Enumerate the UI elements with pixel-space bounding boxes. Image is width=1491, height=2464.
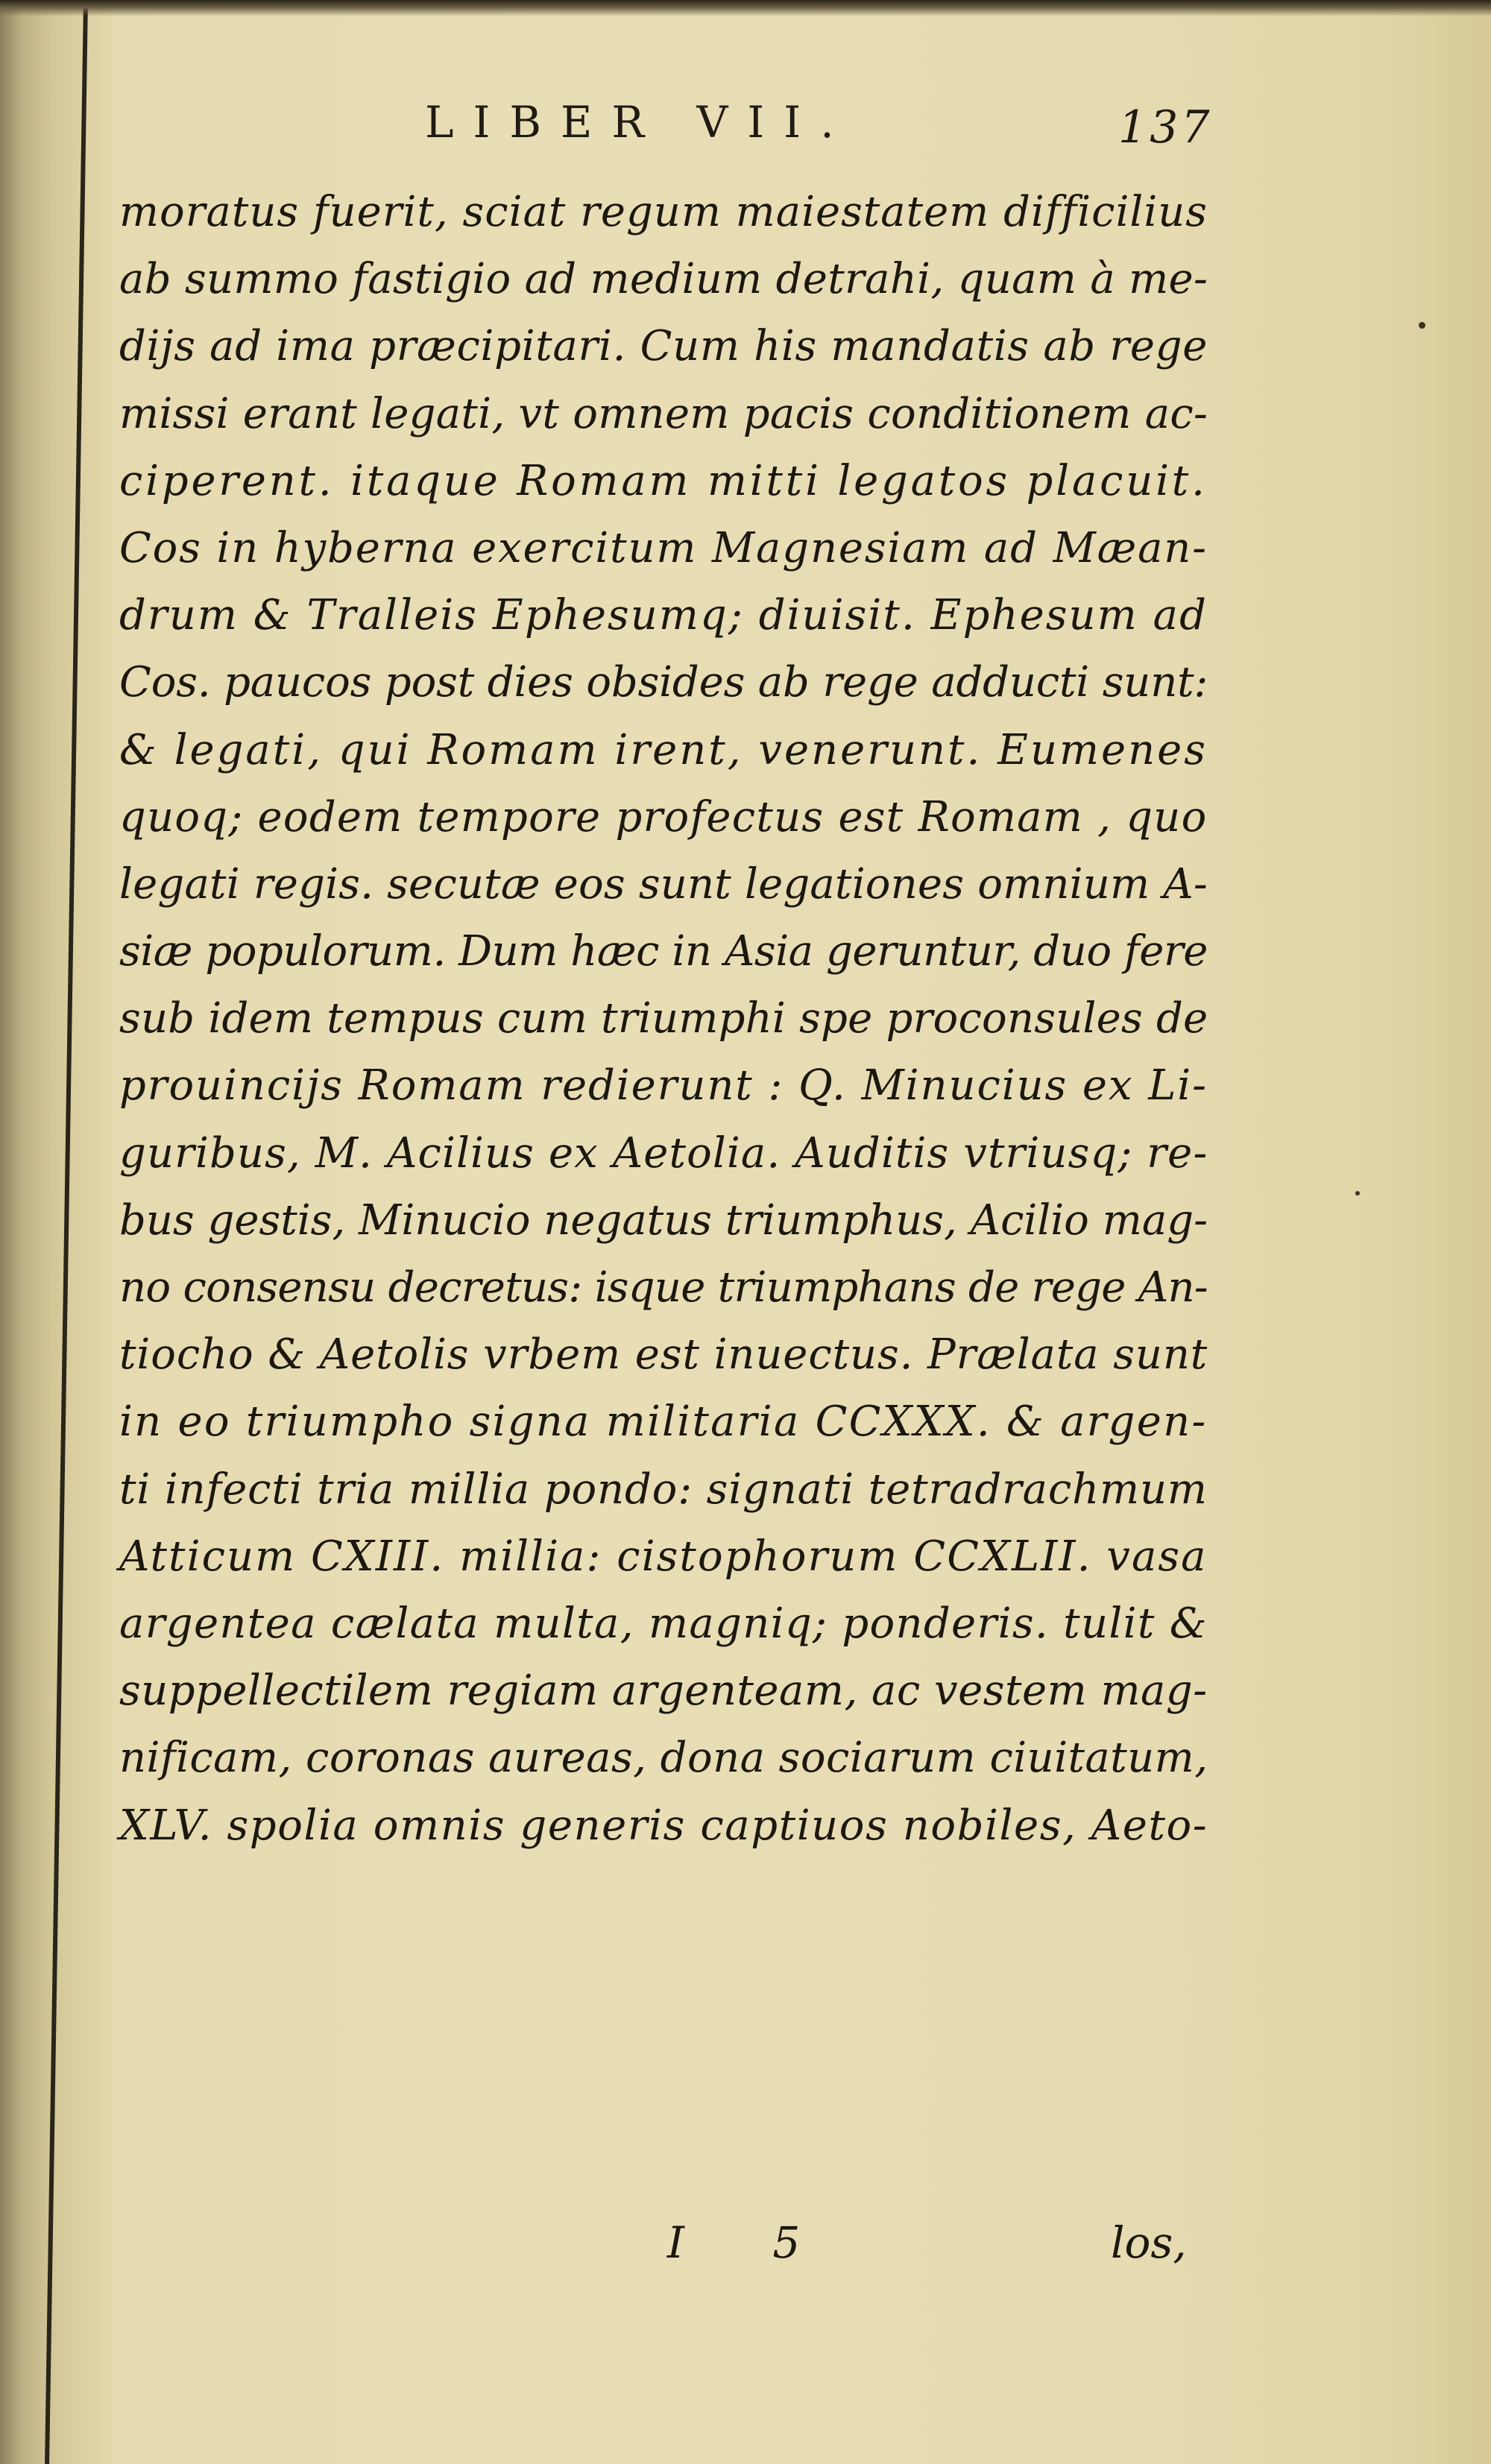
text-line: Cos in hyberna exercitum Magnesiam ad Mæan- <box>119 523 1208 572</box>
text-line: drum & Tralleis Ephesumq; diuisit. Ephesum ad <box>119 591 1208 640</box>
page-number: 137 <box>1118 101 1213 154</box>
text-line: in eo triumpho signa militaria CCXXX. & argen- <box>119 1397 1208 1447</box>
text-line: ab summo fastigio ad medium detrahi, quam à me- <box>119 255 1208 304</box>
text-line: prouincijs Romam redierunt : Q. Minucius ex Li- <box>119 1061 1208 1111</box>
text-line: siæ populorum. Dum hæc in Asia geruntur, duo fere <box>119 927 1208 976</box>
running-head: LIBER VII. <box>425 97 854 148</box>
text-line: Atticum CXIII. millia: cistophorum CCXLII. vasa <box>119 1532 1208 1581</box>
text-line: sub idem tempus cum triumphi spe proconsules de <box>119 994 1208 1043</box>
text-line: suppellectilem regiam argenteam, ac vestem mag- <box>119 1667 1208 1716</box>
text-line: nificam, coronas aureas, dona sociarum ciuitatum, <box>119 1734 1208 1783</box>
text-line: no consensu decretus: isque triumphans de rege An- <box>119 1263 1208 1312</box>
text-line: ciperent. itaque Romam mitti legatos placuit. <box>119 456 1208 505</box>
signature-mark: I 5 <box>667 2217 838 2268</box>
catchword: los, <box>1111 2217 1187 2268</box>
ink-speck <box>1355 1191 1360 1195</box>
text-line: tiocho & Aetolis vrbem est inuectus. Prælata sunt <box>119 1330 1208 1380</box>
text-line: guribus, M. Acilius ex Aetolia. Auditis vtriusq; re- <box>119 1128 1208 1178</box>
text-line: & legati, qui Romam irent, venerunt. Eumenes <box>119 725 1208 774</box>
text-line: bus gestis, Minucio negatus triumphus, Acilio mag- <box>119 1195 1208 1245</box>
text-line: XLV. spolia omnis generis captiuos nobiles, Aeto- <box>119 1801 1208 1850</box>
text-block <box>119 179 1208 1860</box>
page-header <box>0 97 1491 164</box>
gutter-shadow <box>0 0 112 2464</box>
text-line: legati regis. secutæ eos sunt legationes omnium A- <box>119 859 1208 909</box>
text-line: dijs ad ima præcipitari. Cum his mandatis ab rege <box>119 322 1208 371</box>
text-line: quoq; eodem tempore profectus est Romam , quo <box>119 792 1208 841</box>
text-line: missi erant legati, vt omnem pacis conditionem ac- <box>119 389 1208 438</box>
text-line: Cos. paucos post dies obsides ab rege adducti sunt: <box>119 658 1208 707</box>
text-line: ti infecti tria millia pondo: signati tetradrachmum <box>119 1465 1208 1514</box>
text-line: argentea cælata multa, magniq; ponderis. tulit & <box>119 1599 1208 1648</box>
page-footer <box>0 2217 1491 2284</box>
text-line: moratus fuerit, sciat regum maiestatem difficilius <box>119 188 1208 236</box>
ink-speck <box>1419 322 1425 329</box>
top-edge-shadow <box>0 0 1491 16</box>
